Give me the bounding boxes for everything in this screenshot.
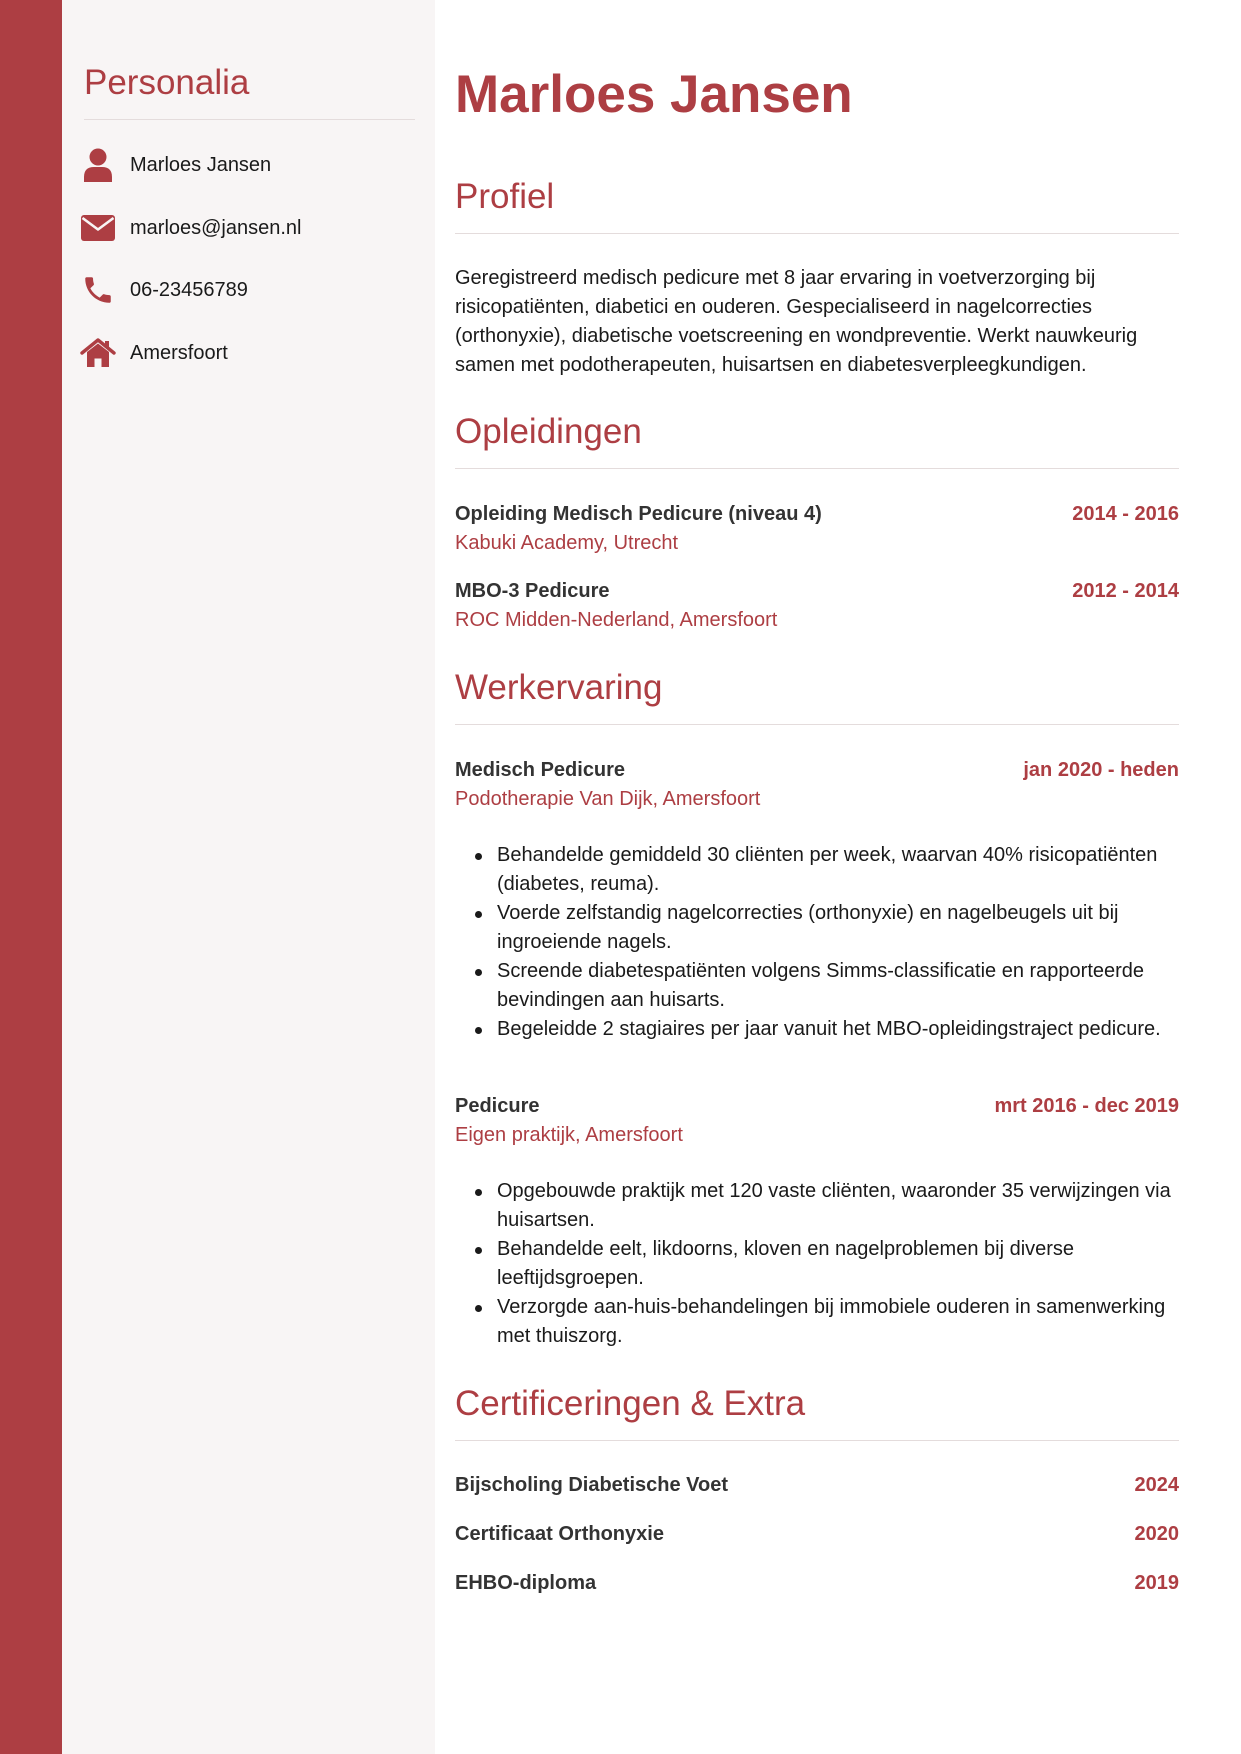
list-item: Begeleidde 2 stagiaires per jaar vanuit het MBO-opleidingstraject pedicure. (497, 1015, 1179, 1044)
list-item: Behandelde eelt, likdoorns, kloven en nagelproblemen bij diverse leeftijdsgroepen. (497, 1235, 1179, 1293)
contact-name (80, 147, 271, 183)
experience-entry-1-title: Medisch Pedicure (455, 759, 626, 781)
list-item: Screende diabetespatiënten volgens Simms-classificatie en rapporteerde bevindingen aan huisarts. (497, 957, 1179, 1015)
experience-entry-2-date: mrt 2016 - dec 2019 (994, 1095, 1179, 1117)
list-item: Behandelde gemiddeld 30 cliënten per week, waarvan 40% risicopatiënten (diabetes, reuma). (497, 841, 1179, 899)
experience-entry-1-header (455, 756, 1179, 785)
phone-icon (80, 272, 116, 308)
experience-entry-1-date: jan 2020 - heden (1023, 759, 1179, 781)
contact-location (80, 335, 228, 371)
education-divider (455, 468, 1179, 469)
education-entry-1-institution: Kabuki Academy, Utrecht (455, 532, 679, 554)
education-entry-1-title: Opleiding Medisch Pedicure (niveau 4) (455, 503, 822, 525)
home-icon (80, 335, 116, 371)
certifications-divider (455, 1440, 1179, 1441)
certification-row-2 (455, 1520, 1179, 1549)
list-item: Opgebouwde praktijk met 120 vaste cliënten, waaronder 35 verwijzingen via huisartsen. (497, 1177, 1179, 1235)
user-icon (80, 147, 116, 183)
certification-1-date: 2024 (1134, 1474, 1179, 1496)
education-heading: Opleidingen (455, 412, 642, 451)
education-entry-1-date: 2014 - 2016 (1072, 503, 1179, 525)
certification-2-title: Certificaat Orthonyxie (455, 1523, 664, 1545)
profile-heading: Profiel (455, 177, 555, 216)
certification-3-date: 2019 (1134, 1572, 1179, 1594)
certification-row-1 (455, 1471, 1179, 1500)
certification-3-title: EHBO-diploma (455, 1572, 597, 1594)
candidate-name: Marloes Jansen (455, 65, 853, 124)
education-entry-2-date: 2012 - 2014 (1072, 580, 1179, 602)
sidebar-divider (84, 119, 415, 120)
experience-entry-2-bullets (455, 1177, 1179, 1351)
accent-bar (0, 0, 62, 1754)
experience-entry-2-header (455, 1092, 1179, 1121)
certification-2-date: 2020 (1134, 1523, 1179, 1545)
certification-1-title: Bijscholing Diabetische Voet (455, 1474, 729, 1496)
experience-divider (455, 724, 1179, 725)
education-entry-2-title: MBO-3 Pedicure (455, 580, 610, 602)
profile-divider (455, 233, 1179, 234)
experience-entry-1-bullets (455, 841, 1179, 1044)
experience-entry-2-title: Pedicure (455, 1095, 540, 1117)
list-item: Verzorgde aan-huis-behandelingen bij immobiele ouderen in samenwerking met thuiszorg. (497, 1293, 1179, 1351)
envelope-icon (80, 210, 116, 246)
experience-heading: Werkervaring (455, 668, 663, 707)
education-entry-2-header (455, 577, 1179, 606)
contact-email-text[interactable]: marloes@jansen.nl (130, 216, 302, 239)
contact-name-text: Marloes Jansen (130, 153, 272, 176)
profile-text: Geregistreerd medisch pedicure met 8 jaar ervaring in voetverzorging bij risicopatiënten, diabetici en ouderen. Gespecialiseerd in nagelcorrecties (orthonyxie), diabetische voetscreening en wondpreventie. Werkt nauwkeurig samen met podotherapeuten, huisartsen en diabetesverpleegkundigen. (455, 267, 1138, 376)
contact-phone-text[interactable]: 06-23456789 (130, 278, 248, 301)
education-entry-2-institution: ROC Midden-Nederland, Amersfoort (455, 609, 778, 631)
experience-entry-2-company: Eigen praktijk, Amersfoort (455, 1124, 683, 1146)
certifications-heading: Certificeringen & Extra (455, 1384, 806, 1423)
contact-phone[interactable] (80, 272, 248, 308)
experience-entry-1-company: Podotherapie Van Dijk, Amersfoort (455, 788, 761, 810)
contact-email[interactable] (80, 210, 302, 246)
education-entry-1-header (455, 500, 1179, 529)
list-item: Voerde zelfstandig nagelcorrecties (orthonyxie) en nagelbeugels uit bij ingroeiende nagels. (497, 899, 1179, 957)
sidebar (62, 0, 435, 1754)
contact-location-text: Amersfoort (130, 341, 228, 364)
certification-row-3 (455, 1569, 1179, 1598)
sidebar-title: Personalia (84, 63, 250, 102)
